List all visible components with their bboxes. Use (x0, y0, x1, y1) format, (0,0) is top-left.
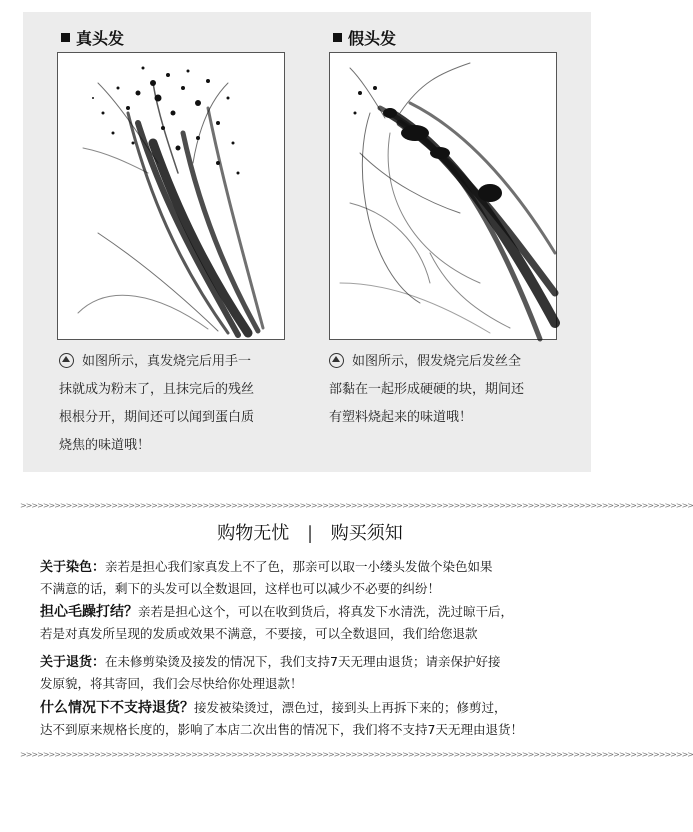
real-hair-burn-photo (57, 52, 285, 340)
arrow-up-circle-icon (59, 353, 74, 368)
section-title-left: 购物无忧 (217, 523, 290, 544)
section-title-separator: | (306, 523, 314, 544)
desc-line: 根根分开，期间还可以闻到蛋白质 (59, 410, 255, 425)
divider-top: >>>>>>>>>>>>>>>>>>>>>>>>>>>>>>>>>>>>>>>>>>>>>>>>>>>>>>>>>>>>>>>>>>>>>>>>>>>>>>>>>>>>>>>>>>>>>>>>>>>>>>>>>>>>>>>>>>>>>> (20, 501, 693, 510)
notice-label: 关于染色： (40, 560, 106, 575)
real-hair-title (61, 26, 124, 49)
divider-bottom: >>>>>>>>>>>>>>>>>>>>>>>>>>>>>>>>>>>>>>>>>>>>>>>>>>>>>>>>>>>>>>>>>>>>>>>>>>>>>>>>>>>>>>>>>>>>>>>>>>>>>>>>>>>>>>>>>>>>>> (20, 750, 693, 759)
fake-hair-description (329, 348, 561, 432)
desc-line: 抹就成为粉末了，且抹完后的残丝 (59, 382, 255, 397)
desc-line: 有塑料烧起来的味道哦！ (329, 410, 473, 425)
notice-text: 接发被染烫过，漂色过，接到头上再拆下来的；修剪过， (194, 700, 507, 715)
notice-text: 在未修剪染烫及接发的情况下，我们支持7天无理由退货；请亲保护好接 (105, 654, 501, 669)
real-hair-title-text: 真头发 (76, 29, 125, 48)
notice-text: 发原貌，将其寄回，我们会尽快给你处理退款！ (40, 676, 303, 691)
notice-no-return (40, 697, 600, 740)
fake-hair-burn-image (330, 53, 556, 339)
notice-text: 亲若是担心这个，可以在收到货后，将真发下水清洗，洗过晾干后， (138, 604, 514, 619)
notice-text: 达不到原来规格长度的，影响了本店二次出售的情况下，我们将不支持7天无理由退货！ (40, 722, 523, 737)
notice-frizz (40, 601, 600, 644)
notice-text: 亲若是担心我们家真发上不了色，那亲可以取一小缕头发做个染色如果 (105, 559, 493, 574)
fake-hair-title (333, 26, 396, 49)
bullet-square-icon (61, 33, 70, 42)
notice-text: 不满意的话，剩下的头发可以全数退回，这样也可以减少不必要的纠纷！ (40, 581, 441, 596)
desc-line: 如图所示，真发烧完后用手一 (59, 348, 291, 376)
arrow-up-circle-icon (329, 353, 344, 368)
notice-text: 若是对真发所呈现的发质或效果不满意，不要接，可以全数退回，我们给您退款 (40, 626, 478, 641)
notice-label: 什么情况下不支持退货？ (40, 700, 194, 716)
real-hair-burn-image (58, 53, 284, 339)
notice-label: 关于退货： (40, 655, 106, 670)
desc-line: 烧焦的味道哦！ (59, 438, 151, 453)
desc-line: 部黏在一起形成硬硬的块，期间还 (329, 382, 525, 397)
bullet-square-icon (333, 33, 342, 42)
section-title (0, 519, 620, 545)
fake-hair-burn-photo (329, 52, 557, 340)
notice-returns (40, 651, 600, 694)
notice-label: 担心毛躁打结？ (40, 604, 138, 620)
real-hair-description (59, 348, 291, 460)
comparison-panel (23, 12, 591, 472)
section-title-right: 购买须知 (330, 523, 403, 544)
notice-dyeing (40, 556, 600, 599)
fake-hair-title-text: 假头发 (348, 29, 397, 48)
desc-line: 如图所示，假发烧完后发丝全 (329, 348, 561, 376)
